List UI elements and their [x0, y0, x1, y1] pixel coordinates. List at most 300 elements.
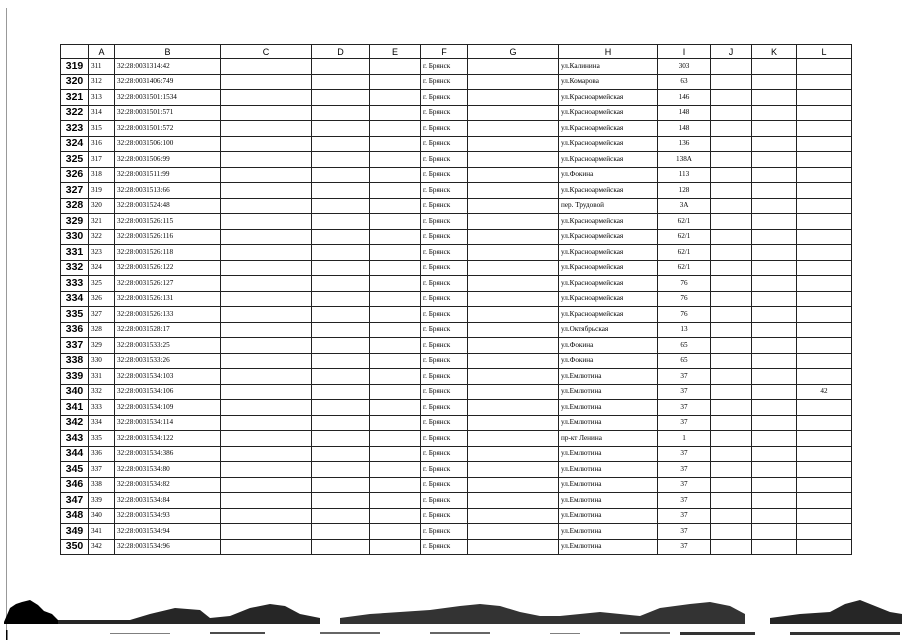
cell-g[interactable] [468, 198, 559, 214]
cell-h[interactable]: ул.Емлютина [559, 539, 658, 555]
row-number[interactable]: 340 [61, 384, 89, 400]
cell-h[interactable]: ул.Красноармейская [559, 260, 658, 276]
column-header-a[interactable]: A [89, 45, 115, 59]
cell-g[interactable] [468, 508, 559, 524]
cell-j[interactable] [711, 477, 752, 493]
row-number[interactable]: 329 [61, 214, 89, 230]
cell-l[interactable] [797, 183, 852, 199]
cell-h[interactable]: ул.Емлютина [559, 415, 658, 431]
cell-e[interactable] [370, 415, 421, 431]
row-number[interactable]: 343 [61, 431, 89, 447]
cell-k[interactable] [752, 307, 797, 323]
cell-l[interactable] [797, 121, 852, 137]
cell-a[interactable]: 339 [89, 493, 115, 509]
cell-l[interactable] [797, 245, 852, 261]
cell-j[interactable] [711, 214, 752, 230]
cell-j[interactable] [711, 121, 752, 137]
cell-c[interactable] [221, 524, 312, 540]
cell-f[interactable]: г. Брянск [421, 59, 468, 75]
cell-j[interactable] [711, 260, 752, 276]
cell-e[interactable] [370, 136, 421, 152]
row-number[interactable]: 345 [61, 462, 89, 478]
cell-g[interactable] [468, 493, 559, 509]
cell-d[interactable] [312, 276, 370, 292]
cell-c[interactable] [221, 307, 312, 323]
cell-c[interactable] [221, 338, 312, 354]
cell-a[interactable]: 321 [89, 214, 115, 230]
cell-l[interactable] [797, 338, 852, 354]
column-header-f[interactable]: F [421, 45, 468, 59]
cell-c[interactable] [221, 291, 312, 307]
cell-g[interactable] [468, 322, 559, 338]
cell-j[interactable] [711, 431, 752, 447]
cell-c[interactable] [221, 322, 312, 338]
cell-b[interactable]: 32:28:0031314:42 [115, 59, 221, 75]
cell-b[interactable]: 32:28:0031513:66 [115, 183, 221, 199]
cell-c[interactable] [221, 260, 312, 276]
cell-i[interactable]: 37 [658, 462, 711, 478]
cell-j[interactable] [711, 322, 752, 338]
cell-g[interactable] [468, 539, 559, 555]
cell-a[interactable]: 318 [89, 167, 115, 183]
cell-e[interactable] [370, 183, 421, 199]
cell-f[interactable]: г. Брянск [421, 121, 468, 137]
cell-c[interactable] [221, 74, 312, 90]
cell-e[interactable] [370, 539, 421, 555]
cell-e[interactable] [370, 245, 421, 261]
cell-c[interactable] [221, 539, 312, 555]
cell-f[interactable]: г. Брянск [421, 477, 468, 493]
cell-b[interactable]: 32:28:0031526:118 [115, 245, 221, 261]
cell-j[interactable] [711, 508, 752, 524]
cell-d[interactable] [312, 167, 370, 183]
cell-i[interactable]: 113 [658, 167, 711, 183]
cell-h[interactable]: ул.Красноармейская [559, 229, 658, 245]
cell-k[interactable] [752, 477, 797, 493]
cell-b[interactable]: 32:28:0031534:109 [115, 400, 221, 416]
cell-i[interactable]: 37 [658, 477, 711, 493]
cell-g[interactable] [468, 183, 559, 199]
cell-j[interactable] [711, 384, 752, 400]
cell-f[interactable]: г. Брянск [421, 74, 468, 90]
cell-i[interactable]: 138А [658, 152, 711, 168]
cell-f[interactable]: г. Брянск [421, 229, 468, 245]
cell-l[interactable] [797, 136, 852, 152]
cell-a[interactable]: 329 [89, 338, 115, 354]
row-number[interactable]: 347 [61, 493, 89, 509]
cell-g[interactable] [468, 462, 559, 478]
cell-c[interactable] [221, 183, 312, 199]
row-number[interactable]: 327 [61, 183, 89, 199]
cell-h[interactable]: ул.Красноармейская [559, 105, 658, 121]
cell-c[interactable] [221, 415, 312, 431]
cell-d[interactable] [312, 353, 370, 369]
cell-c[interactable] [221, 214, 312, 230]
cell-i[interactable]: 146 [658, 90, 711, 106]
cell-j[interactable] [711, 400, 752, 416]
cell-a[interactable]: 334 [89, 415, 115, 431]
cell-a[interactable]: 340 [89, 508, 115, 524]
cell-e[interactable] [370, 260, 421, 276]
cell-k[interactable] [752, 105, 797, 121]
row-number[interactable]: 346 [61, 477, 89, 493]
cell-l[interactable]: 42 [797, 384, 852, 400]
cell-d[interactable] [312, 121, 370, 137]
cell-d[interactable] [312, 508, 370, 524]
cell-a[interactable]: 337 [89, 462, 115, 478]
cell-d[interactable] [312, 260, 370, 276]
cell-k[interactable] [752, 90, 797, 106]
cell-i[interactable]: 65 [658, 338, 711, 354]
cell-d[interactable] [312, 229, 370, 245]
cell-e[interactable] [370, 493, 421, 509]
cell-b[interactable]: 32:28:0031526:127 [115, 276, 221, 292]
cell-c[interactable] [221, 90, 312, 106]
cell-k[interactable] [752, 260, 797, 276]
cell-j[interactable] [711, 539, 752, 555]
cell-h[interactable]: ул.Октябрьская [559, 322, 658, 338]
cell-j[interactable] [711, 462, 752, 478]
cell-a[interactable]: 330 [89, 353, 115, 369]
cell-g[interactable] [468, 291, 559, 307]
cell-i[interactable]: 37 [658, 400, 711, 416]
cell-g[interactable] [468, 276, 559, 292]
cell-j[interactable] [711, 307, 752, 323]
cell-l[interactable] [797, 74, 852, 90]
cell-b[interactable]: 32:28:0031406:749 [115, 74, 221, 90]
cell-g[interactable] [468, 415, 559, 431]
cell-g[interactable] [468, 369, 559, 385]
cell-i[interactable]: 1 [658, 431, 711, 447]
cell-d[interactable] [312, 136, 370, 152]
cell-f[interactable]: г. Брянск [421, 260, 468, 276]
cell-e[interactable] [370, 214, 421, 230]
row-number[interactable]: 350 [61, 539, 89, 555]
cell-b[interactable]: 32:28:0031501:572 [115, 121, 221, 137]
cell-d[interactable] [312, 291, 370, 307]
cell-a[interactable]: 322 [89, 229, 115, 245]
cell-h[interactable]: ул.Красноармейская [559, 276, 658, 292]
cell-i[interactable]: 128 [658, 183, 711, 199]
row-number[interactable]: 330 [61, 229, 89, 245]
cell-l[interactable] [797, 322, 852, 338]
cell-b[interactable]: 32:28:0031511:99 [115, 167, 221, 183]
cell-l[interactable] [797, 198, 852, 214]
cell-g[interactable] [468, 400, 559, 416]
cell-i[interactable]: 37 [658, 384, 711, 400]
cell-f[interactable]: г. Брянск [421, 524, 468, 540]
cell-b[interactable]: 32:28:0031534:386 [115, 446, 221, 462]
cell-c[interactable] [221, 353, 312, 369]
cell-d[interactable] [312, 493, 370, 509]
cell-a[interactable]: 312 [89, 74, 115, 90]
cell-c[interactable] [221, 508, 312, 524]
column-header-g[interactable]: G [468, 45, 559, 59]
row-number[interactable]: 331 [61, 245, 89, 261]
cell-a[interactable]: 332 [89, 384, 115, 400]
cell-h[interactable]: ул.Емлютина [559, 508, 658, 524]
row-number[interactable]: 336 [61, 322, 89, 338]
cell-h[interactable]: ул.Красноармейская [559, 183, 658, 199]
cell-g[interactable] [468, 353, 559, 369]
cell-k[interactable] [752, 400, 797, 416]
cell-h[interactable]: ул.Красноармейская [559, 121, 658, 137]
cell-f[interactable]: г. Брянск [421, 338, 468, 354]
row-number[interactable]: 338 [61, 353, 89, 369]
cell-k[interactable] [752, 462, 797, 478]
cell-e[interactable] [370, 384, 421, 400]
cell-l[interactable] [797, 291, 852, 307]
cell-d[interactable] [312, 400, 370, 416]
cell-e[interactable] [370, 431, 421, 447]
cell-k[interactable] [752, 136, 797, 152]
cell-f[interactable]: г. Брянск [421, 369, 468, 385]
cell-a[interactable]: 316 [89, 136, 115, 152]
column-header-b[interactable]: B [115, 45, 221, 59]
row-number[interactable]: 339 [61, 369, 89, 385]
cell-e[interactable] [370, 446, 421, 462]
cell-e[interactable] [370, 105, 421, 121]
column-header-h[interactable]: H [559, 45, 658, 59]
cell-a[interactable]: 325 [89, 276, 115, 292]
cell-f[interactable]: г. Брянск [421, 136, 468, 152]
cell-i[interactable]: 65 [658, 353, 711, 369]
cell-j[interactable] [711, 105, 752, 121]
cell-b[interactable]: 32:28:0031534:84 [115, 493, 221, 509]
cell-h[interactable]: ул.Емлютина [559, 369, 658, 385]
column-header-d[interactable]: D [312, 45, 370, 59]
cell-i[interactable]: 76 [658, 291, 711, 307]
cell-c[interactable] [221, 400, 312, 416]
cell-f[interactable]: г. Брянск [421, 322, 468, 338]
cell-d[interactable] [312, 214, 370, 230]
cell-a[interactable]: 323 [89, 245, 115, 261]
cell-e[interactable] [370, 338, 421, 354]
cell-g[interactable] [468, 167, 559, 183]
row-number[interactable]: 337 [61, 338, 89, 354]
cell-l[interactable] [797, 524, 852, 540]
cell-f[interactable]: г. Брянск [421, 400, 468, 416]
cell-b[interactable]: 32:28:0031534:122 [115, 431, 221, 447]
cell-k[interactable] [752, 353, 797, 369]
cell-k[interactable] [752, 276, 797, 292]
cell-h[interactable]: ул.Фокина [559, 167, 658, 183]
cell-c[interactable] [221, 446, 312, 462]
cell-d[interactable] [312, 59, 370, 75]
cell-h[interactable]: ул.Емлютина [559, 477, 658, 493]
cell-j[interactable] [711, 183, 752, 199]
cell-k[interactable] [752, 152, 797, 168]
cell-c[interactable] [221, 121, 312, 137]
cell-b[interactable]: 32:28:0031526:122 [115, 260, 221, 276]
cell-b[interactable]: 32:28:0031534:106 [115, 384, 221, 400]
cell-k[interactable] [752, 415, 797, 431]
cell-k[interactable] [752, 508, 797, 524]
cell-h[interactable]: ул.Красноармейская [559, 307, 658, 323]
cell-e[interactable] [370, 353, 421, 369]
cell-l[interactable] [797, 539, 852, 555]
cell-g[interactable] [468, 136, 559, 152]
cell-d[interactable] [312, 74, 370, 90]
cell-k[interactable] [752, 167, 797, 183]
row-number[interactable]: 342 [61, 415, 89, 431]
cell-l[interactable] [797, 167, 852, 183]
cell-g[interactable] [468, 384, 559, 400]
cell-l[interactable] [797, 369, 852, 385]
cell-c[interactable] [221, 198, 312, 214]
cell-d[interactable] [312, 431, 370, 447]
cell-b[interactable]: 32:28:0031534:94 [115, 524, 221, 540]
row-number[interactable]: 335 [61, 307, 89, 323]
cell-h[interactable]: ул.Красноармейская [559, 291, 658, 307]
cell-g[interactable] [468, 431, 559, 447]
cell-l[interactable] [797, 260, 852, 276]
cell-f[interactable]: г. Брянск [421, 493, 468, 509]
cell-k[interactable] [752, 245, 797, 261]
cell-g[interactable] [468, 152, 559, 168]
cell-h[interactable]: ул.Фокина [559, 338, 658, 354]
cell-g[interactable] [468, 260, 559, 276]
column-header-c[interactable]: C [221, 45, 312, 59]
cell-d[interactable] [312, 462, 370, 478]
cell-g[interactable] [468, 74, 559, 90]
cell-e[interactable] [370, 198, 421, 214]
cell-g[interactable] [468, 338, 559, 354]
cell-b[interactable]: 32:28:0031533:25 [115, 338, 221, 354]
cell-d[interactable] [312, 307, 370, 323]
cell-l[interactable] [797, 415, 852, 431]
cell-l[interactable] [797, 508, 852, 524]
cell-a[interactable]: 313 [89, 90, 115, 106]
cell-f[interactable]: г. Брянск [421, 291, 468, 307]
cell-i[interactable]: 37 [658, 539, 711, 555]
column-header-i[interactable]: I [658, 45, 711, 59]
cell-k[interactable] [752, 446, 797, 462]
row-number[interactable]: 332 [61, 260, 89, 276]
cell-g[interactable] [468, 121, 559, 137]
cell-g[interactable] [468, 245, 559, 261]
cell-b[interactable]: 32:28:0031534:93 [115, 508, 221, 524]
cell-e[interactable] [370, 369, 421, 385]
cell-f[interactable]: г. Брянск [421, 353, 468, 369]
cell-i[interactable]: 37 [658, 446, 711, 462]
cell-l[interactable] [797, 90, 852, 106]
cell-c[interactable] [221, 245, 312, 261]
cell-j[interactable] [711, 291, 752, 307]
row-number[interactable]: 326 [61, 167, 89, 183]
cell-e[interactable] [370, 291, 421, 307]
cell-a[interactable]: 336 [89, 446, 115, 462]
cell-d[interactable] [312, 90, 370, 106]
cell-j[interactable] [711, 276, 752, 292]
cell-d[interactable] [312, 152, 370, 168]
cell-l[interactable] [797, 462, 852, 478]
corner-header[interactable] [61, 45, 89, 59]
cell-b[interactable]: 32:28:0031533:26 [115, 353, 221, 369]
cell-d[interactable] [312, 539, 370, 555]
row-number[interactable]: 319 [61, 59, 89, 75]
cell-c[interactable] [221, 477, 312, 493]
cell-i[interactable]: 3А [658, 198, 711, 214]
cell-k[interactable] [752, 539, 797, 555]
cell-f[interactable]: г. Брянск [421, 539, 468, 555]
cell-e[interactable] [370, 322, 421, 338]
cell-a[interactable]: 320 [89, 198, 115, 214]
cell-j[interactable] [711, 136, 752, 152]
cell-h[interactable]: ул.Емлютина [559, 446, 658, 462]
cell-e[interactable] [370, 400, 421, 416]
cell-j[interactable] [711, 415, 752, 431]
cell-j[interactable] [711, 74, 752, 90]
cell-b[interactable]: 32:28:0031526:131 [115, 291, 221, 307]
cell-g[interactable] [468, 90, 559, 106]
cell-k[interactable] [752, 369, 797, 385]
cell-i[interactable]: 303 [658, 59, 711, 75]
row-number[interactable]: 334 [61, 291, 89, 307]
cell-l[interactable] [797, 431, 852, 447]
cell-b[interactable]: 32:28:0031526:116 [115, 229, 221, 245]
cell-c[interactable] [221, 59, 312, 75]
cell-k[interactable] [752, 384, 797, 400]
cell-l[interactable] [797, 214, 852, 230]
cell-k[interactable] [752, 322, 797, 338]
cell-j[interactable] [711, 338, 752, 354]
cell-d[interactable] [312, 105, 370, 121]
cell-h[interactable]: ул.Емлютина [559, 384, 658, 400]
cell-a[interactable]: 327 [89, 307, 115, 323]
cell-j[interactable] [711, 59, 752, 75]
cell-j[interactable] [711, 198, 752, 214]
cell-a[interactable]: 324 [89, 260, 115, 276]
cell-f[interactable]: г. Брянск [421, 152, 468, 168]
cell-h[interactable]: ул.Красноармейская [559, 245, 658, 261]
cell-b[interactable]: 32:28:0031526:115 [115, 214, 221, 230]
cell-l[interactable] [797, 400, 852, 416]
row-number[interactable]: 344 [61, 446, 89, 462]
column-header-e[interactable]: E [370, 45, 421, 59]
cell-a[interactable]: 341 [89, 524, 115, 540]
cell-b[interactable]: 32:28:0031528:17 [115, 322, 221, 338]
cell-b[interactable]: 32:28:0031534:103 [115, 369, 221, 385]
cell-j[interactable] [711, 229, 752, 245]
cell-k[interactable] [752, 229, 797, 245]
cell-g[interactable] [468, 59, 559, 75]
cell-l[interactable] [797, 229, 852, 245]
cell-e[interactable] [370, 74, 421, 90]
cell-k[interactable] [752, 198, 797, 214]
cell-b[interactable]: 32:28:0031534:82 [115, 477, 221, 493]
cell-h[interactable]: ул.Емлютина [559, 400, 658, 416]
cell-f[interactable]: г. Брянск [421, 508, 468, 524]
cell-d[interactable] [312, 384, 370, 400]
cell-e[interactable] [370, 90, 421, 106]
cell-a[interactable]: 315 [89, 121, 115, 137]
cell-e[interactable] [370, 167, 421, 183]
cell-j[interactable] [711, 90, 752, 106]
cell-l[interactable] [797, 477, 852, 493]
cell-a[interactable]: 317 [89, 152, 115, 168]
cell-e[interactable] [370, 462, 421, 478]
cell-b[interactable]: 32:28:0031534:80 [115, 462, 221, 478]
row-number[interactable]: 322 [61, 105, 89, 121]
cell-g[interactable] [468, 214, 559, 230]
cell-c[interactable] [221, 462, 312, 478]
cell-l[interactable] [797, 446, 852, 462]
cell-f[interactable]: г. Брянск [421, 462, 468, 478]
column-header-j[interactable]: J [711, 45, 752, 59]
cell-k[interactable] [752, 493, 797, 509]
cell-f[interactable]: г. Брянск [421, 105, 468, 121]
